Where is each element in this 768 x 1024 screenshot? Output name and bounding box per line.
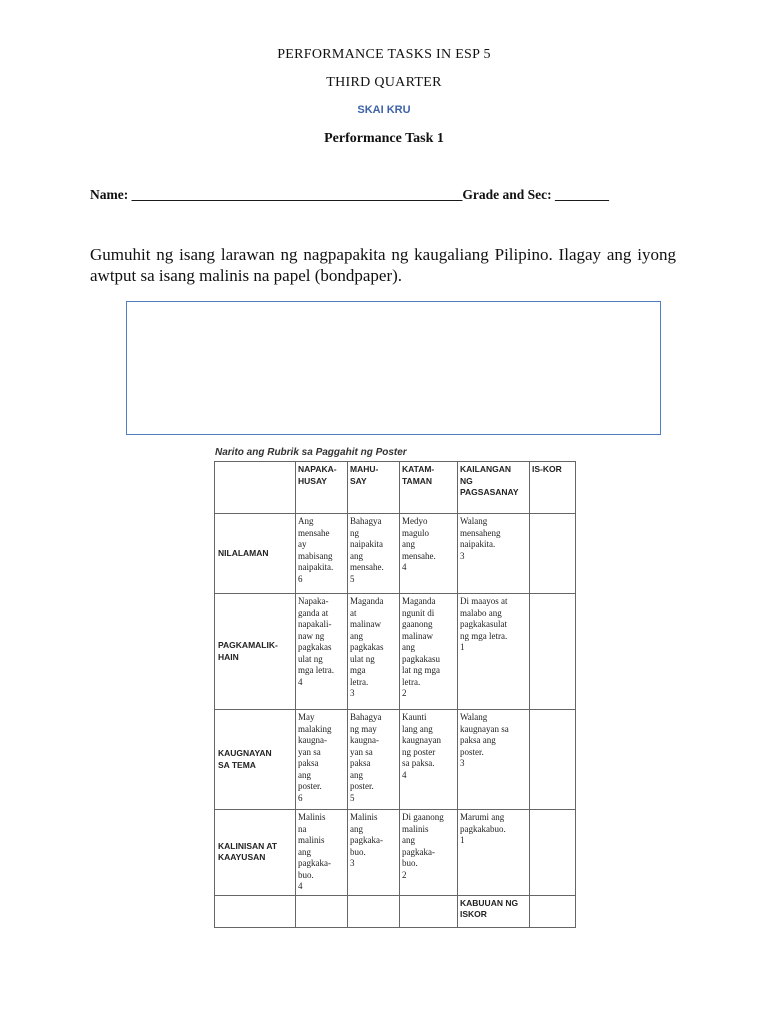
cell-text: Maganda at malinaw ang pagkakas ulat ng mga letra. <box>350 596 384 687</box>
score-cell[interactable] <box>530 514 576 594</box>
rubric-header-napakahusay: NAPAKA- HUSAY <box>296 462 348 514</box>
score-cell[interactable] <box>530 810 576 896</box>
criterion-label: KALINISAN AT KAAYUSAN <box>215 810 296 896</box>
rubric-header-iskor: IS-KOR <box>530 462 576 514</box>
name-grade-field[interactable]: Name: _________________________________________________Grade and Sec: ________ <box>90 187 609 202</box>
rubric-header-katamtaman: KATAM- TAMAN <box>400 462 458 514</box>
quarter-label: THIRD QUARTER <box>326 75 442 90</box>
rubric-row-kalinisan <box>215 810 576 896</box>
cell-score: 1 <box>460 835 465 845</box>
cell-score: 4 <box>402 562 407 572</box>
brand-label: SKAI KRU <box>357 104 411 116</box>
cell-score: 3 <box>350 688 355 698</box>
rubric-cell <box>400 514 458 594</box>
rubric-title: Narito ang Rubrik sa Paggahit ng Poster <box>215 447 407 458</box>
rubric-cell <box>458 594 530 710</box>
task-label: Performance Task 1 <box>324 131 444 146</box>
score-cell[interactable] <box>530 594 576 710</box>
cell-score: 6 <box>298 573 303 584</box>
cell-score: 3 <box>350 858 355 868</box>
cell-score: 1 <box>460 642 465 652</box>
cell-score: 4 <box>402 769 407 780</box>
rubric-cell <box>400 810 458 896</box>
criterion-label: KAUGNAYAN SA TEMA <box>215 710 296 810</box>
criterion-label: NILALAMAN <box>215 514 296 594</box>
cell-text: Di maayos at malabo ang pagkakasulat ng mga letra. <box>460 596 508 641</box>
rubric-cell <box>400 710 458 810</box>
cell-score: 4 <box>298 881 303 891</box>
total-score-cell[interactable] <box>530 895 576 927</box>
cell-score: 6 <box>298 792 303 803</box>
rubric-cell <box>296 810 348 896</box>
drawing-box[interactable] <box>126 301 661 435</box>
cell-score: 3 <box>460 550 465 561</box>
rubric-header-kailangan: KAILANGAN NG PAGSASANAY <box>458 462 530 514</box>
total-score-label: KABUUAN NG ISKOR <box>458 895 530 927</box>
rubric-cell <box>296 594 348 710</box>
cell-text: Malinis ang pagkaka- buo. <box>350 812 383 857</box>
rubric-header-mahusay: MAHU- SAY <box>348 462 400 514</box>
blank-cell <box>296 895 348 927</box>
instructions: Gumuhit ng isang larawan ng nagpapakita ng kaugaliang Pilipino. Ilagay ang iyong awtput sa isang malinis na papel (bondpaper). <box>90 245 676 285</box>
rubric-cell <box>348 810 400 896</box>
cell-text: Bahagya ng naipakita ang mensahe. <box>350 516 384 572</box>
cell-text: Medyo magulo ang mensahe. <box>402 516 436 561</box>
cell-text: Ang mensahe ay mabisang naipakita. <box>298 516 334 572</box>
rubric-cell <box>348 594 400 710</box>
rubric-cell <box>458 810 530 896</box>
cell-text: May malaking kaugna- yan sa paksa ang poster. <box>298 712 332 791</box>
document-title: PERFORMANCE TASKS IN ESP 5 <box>277 47 491 62</box>
rubric-cell <box>348 514 400 594</box>
rubric-row-nilalaman <box>215 514 576 594</box>
cell-text: Napaka- ganda at napakali- naw ng pagkakas ulat ng mga letra. <box>298 596 334 675</box>
cell-score: 2 <box>402 869 407 880</box>
rubric-cell <box>458 710 530 810</box>
cell-text: Walang mensaheng naipakita. <box>460 516 501 549</box>
blank-cell <box>215 895 296 927</box>
score-cell[interactable] <box>530 710 576 810</box>
rubric-row-total <box>215 895 576 927</box>
blank-cell <box>400 895 458 927</box>
cell-score: 3 <box>460 758 465 768</box>
cell-score: 5 <box>350 792 355 803</box>
cell-text: Maganda ngunit di gaanong malinaw ang pagkakasu lat ng mga letra. <box>402 596 440 687</box>
rubric-cell <box>348 710 400 810</box>
cell-text: Marumi ang pagkakabuo. <box>460 812 506 834</box>
cell-score: 2 <box>402 688 407 698</box>
rubric-header-row <box>215 462 576 514</box>
rubric-row-kaugnayan <box>215 710 576 810</box>
rubric-table <box>214 461 576 928</box>
rubric-header-blank <box>215 462 296 514</box>
rubric-cell <box>458 514 530 594</box>
cell-text: Walang kaugnayan sa paksa ang poster. <box>460 712 509 757</box>
rubric-cell <box>296 514 348 594</box>
cell-text: Malinis na malinis ang pagkaka- buo. <box>298 812 331 880</box>
criterion-label: PAGKAMALIK- HAIN <box>215 594 296 710</box>
rubric-row-pagkamalikhain <box>215 594 576 710</box>
blank-cell <box>348 895 400 927</box>
rubric-cell <box>296 710 348 810</box>
rubric-cell <box>400 594 458 710</box>
cell-text: Bahagya ng may kaugna- yan sa paksa ang poster. <box>350 712 382 791</box>
cell-score: 5 <box>350 573 355 584</box>
cell-text: Di gaanong malinis ang pagkaka- buo. <box>402 812 444 868</box>
cell-score: 4 <box>298 676 303 687</box>
cell-text: Kaunti lang ang kaugnayan ng poster sa paksa. <box>402 712 441 768</box>
